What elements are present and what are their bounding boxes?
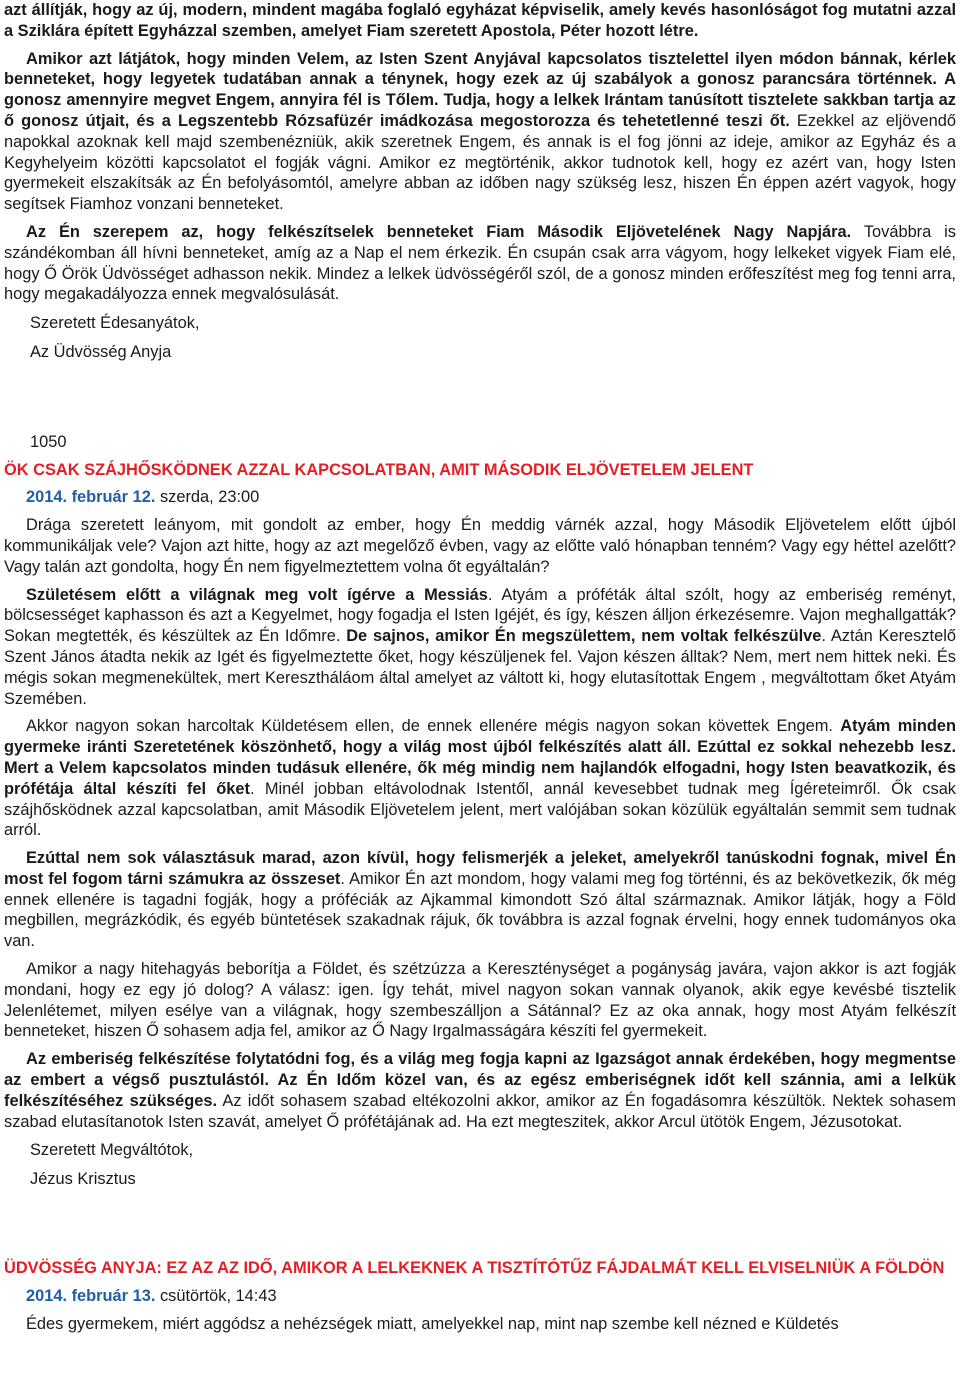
text: . Minél jobban eltávolodnak Istentől, annál kevesebbet tudnak meg Ígéreteimről. Ők csak szájhősködnek azzal kapcsolatban, amit Második Eljövetelem jelent, mert valójában sokan közülük egyáltalán semmit sem tudnak arról. bbox=[4, 779, 957, 840]
text: Drága szeretett leányom, mit gondolt az ember, hogy Én meddig várnék azzal, hogy Második Eljövetelem előtt újból kommunikáljak vele? Vajon azt hitte, hogy az azt megelőző évben, vagy az előtte való hónapban tenném? Vagy egy héttel azelőtt? Vagy talán azt gondolta, hogy Én nem figyelmeztettem volna őt egyáltalán? bbox=[4, 516, 956, 576]
bold-text: Amikor azt látjátok, hogy minden Velem, az Isten Szent Anyjával kapcsolatos tisztelettel ilyen módon bánnak, kérlek benneteket, hogy legyetek tudatában annak a ténynek, hogy ezek az új szabályok a gonosz parancsára történnek. A gonosz amennyire megvet Engem, annyira fél is Tőlem. Tudja, hogy a lelkek Irántam tanúsított tisztelete sakkban tartja az ő gonosz útjait, és a Legszentebb Rózsafüzér imádkozása megostorozza és tehetetlenné teszi őt. bbox=[4, 49, 956, 130]
paragraph bbox=[4, 49, 956, 215]
message-date bbox=[26, 487, 956, 508]
text: Az időt sohasem szabad eltékozolni akkor, amikor az Én fogadásomra készültök. Nektek sohasem szabad elutasítanotok Isten szavát, amelyet Ő prófétájának ad. Ha ezt megteszitek, akkor Arcul ütötök Engem, Jézusotokat. bbox=[4, 1091, 956, 1131]
text: Amikor a nagy hitehagyás beborítja a Földet, és szétzúzza a Kereszténységet a pogányság javára, vajon akkor is azt fogják mondani, hogy ez egy jó dolog? A válasz: igen. Így tehát, mivel nagyon sokan vannak olyanok, akik egye kevésbé tisztelik Jelenlétemet, milyen esélye van a világnak, hogy szembeszálljon a Sátánnal? Ez az oka annak, hogy most Atyám felkészít benneteket, hiszen Ő sohasem adja fel, amikor az Ő Nagy Irgalmasságára készíti fel gyermekeit. bbox=[4, 960, 956, 1041]
signature-line: Szeretett Megváltótok, bbox=[30, 1141, 194, 1160]
signature-name: Az Üdvösség Anyja bbox=[30, 342, 172, 361]
time-text: szerda, 23:00 bbox=[155, 488, 260, 507]
date-text: 2014. február 13. bbox=[26, 1286, 156, 1305]
message-title: ÖK CSAK SZÁJHŐSKÖDNEK AZZAL KAPCSOLATBAN, AMIT MÁSODIK ELJÖVETELEM JELENT bbox=[4, 460, 754, 479]
message-body bbox=[4, 515, 956, 1132]
paragraph: Édes gyermekem, miért aggódsz a nehézségek miatt, amelyekkel nap, mint nap szembe kell nézned e Küldetés bbox=[26, 1314, 839, 1333]
date-text: 2014. február 12. bbox=[26, 488, 156, 507]
paragraph bbox=[4, 1049, 956, 1132]
bold-text: Az Én szerepem az, hogy felkészítselek benneteket Fiam Második Eljövetelének Nagy Napjára. bbox=[26, 222, 852, 241]
signature-line: Szeretett Édesanyátok, bbox=[30, 314, 200, 333]
text: Ezekkel az eljövendő napokkal azoknak kell majd szembenézniük, akik szeretnek Engem, és annak is el fog jönni az ideje, amikor az Egyház és a Kegyhelyeim közötti kapcsolatot el fogják vágni. Amikor ez megtörténik, akkor tudnotok kell, hogy ez azért van, hogy Isten gyermekeit elszakítsák az Én befolyásomtól, amelyre abban az időben nagy szükség lesz, hiszen Én éppen azért vagyok, hogy segítsek Fiamhoz vonzani benneteket. bbox=[4, 111, 956, 214]
bold-text: azt állítják, hogy az új, modern, mindent magába foglaló egyházat képviselik, amely kevés hasonlóságot fog mutatni azzal a Sziklára épített Egyházzal szemben, amelyet Fiam szeretett Apostola, Péter hozott létre. bbox=[4, 1, 956, 40]
text: . Atyám a próféták által szólt, hogy az emberiség reményt, bölcsességet kaphasson és azt a Kegyelmet, hogy fogadja el Isten Igéjét, és így, készen álljon érkezésemre. Vajon meghallgatták? Sokan megtették, és készültek az Én Időmre. bbox=[4, 585, 957, 646]
paragraph bbox=[4, 222, 956, 305]
message-number: 1050 bbox=[30, 432, 67, 451]
paragraph bbox=[4, 515, 956, 577]
signature-name: Jézus Krisztus bbox=[30, 1170, 136, 1189]
time-text: csütörtök, 14:43 bbox=[155, 1286, 277, 1305]
text: Akkor nagyon sokan harcoltak Küldetésem ellen, de ennek ellenére mégis nagyon sokan követtek Engem. bbox=[26, 717, 841, 736]
bold-text: Ezúttal nem sok választásuk marad, azon kívül, hogy felismerjék a jeleket, amelyekről tanúskodni fognak, mivel Én most fel fogom tárni számukra az összeset bbox=[4, 849, 956, 888]
text: Továbbra is szándékomban áll hívni benneteket, amíg az a Nap el nem érkezik. Én csupán csak arra vágyom, hogy lelkeket vigyek Fiam elé, hogy Ő Örök Üdvösséget adhasson nekik. Mindez a lelkek üdvösségéről szól, de a gonosz minden erőfeszítést meg fog tenni arra, hogy megakadályozza ennek megvalósulását. bbox=[4, 222, 957, 304]
message-title: ÜDVÖSSÉG ANYJA: EZ AZ AZ IDŐ, AMIKOR A LELKEKNEK A TISZTÍTÓTŰZ FÁJDALMÁT KELL ELVISELNIÜK A FÖLDÖN bbox=[4, 1259, 945, 1278]
paragraph bbox=[4, 848, 956, 952]
bold-text: De sajnos, amikor Én megszülettem, nem voltak felkészülve bbox=[346, 627, 822, 646]
text: . Aztán Keresztelő Szent János átadta nekik az Igét és figyelmeztette őket, hogy készüljenek fel. Vajon készen álltak? Nem, mert nem hittek neki. És mégis sokan megmenekültek, mert Keresztháláom által amelyet az váltott ki, hogy elutasítottak Engem , megváltottam őket Atyám Szemében. bbox=[4, 627, 956, 708]
bold-text: Az emberiség felkészítése folytatódni fog, és a világ meg fogja kapni az Igazságot annak érdekében, hogy megmentse az embert a végső pusztulástól. Az Én Időm közel van, és az egész emberiségnek időt kell szánnia, ami a lelkük felkészítéséhez szükséges. bbox=[4, 1050, 956, 1110]
paragraph bbox=[4, 585, 956, 710]
paragraph bbox=[4, 959, 956, 1042]
paragraph bbox=[4, 716, 956, 841]
message-body-top bbox=[4, 0, 956, 305]
bold-text: Születésem előtt a világnak meg volt ígérve a Messiás bbox=[26, 585, 488, 604]
message-date bbox=[26, 1286, 956, 1307]
text: . Amikor Én azt mondom, hogy valami meg fog történni, és az bekövetkezik, ők még ennek ellenére is tagadni fogják, hogy a próféciák az Ajkammal kimondott Szó által származnak. Amikor látják, hogy a Föld megbillen, megrázkódik, és egyéb büntetések szakadnak rájuk, ők továbbra is azzal fognak érvelni, hogy ennek tudományos oka van. bbox=[4, 869, 957, 951]
paragraph bbox=[4, 0, 956, 42]
bold-text: Atyám minden gyermeke iránti Szeretetének köszönhető, hogy a világ most újból felkészítés alatt áll. Ezúttal ez sokkal nehezebb lesz. Mert a Velem kapcsolatos minden tudásuk ellenére, ők még mindig nem hajlandók elfogadni, hogy Isten beavatkozik, és prófétája által készíti fel őket bbox=[4, 717, 956, 798]
